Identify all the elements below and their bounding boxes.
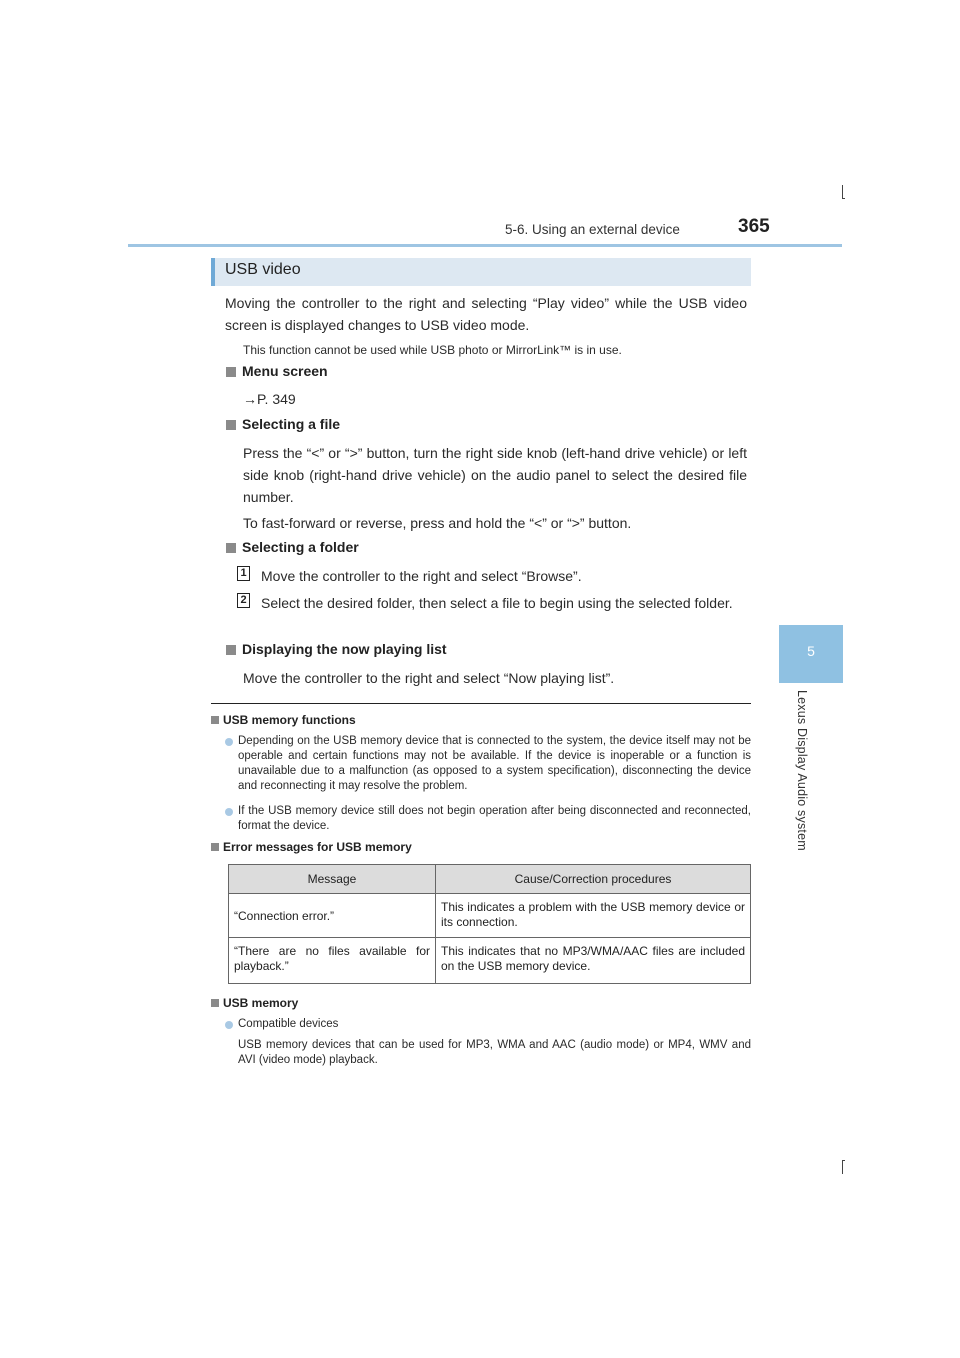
table-header-row <box>229 865 751 894</box>
chapter-tab <box>779 625 843 683</box>
intro-paragraph: Moving the controller to the right and selecting “Play video” while the USB video screen is displayed changes to USB video mode. <box>225 295 747 333</box>
error-messages-table <box>228 864 751 984</box>
round-bullet-icon <box>225 1021 233 1029</box>
usb-memory-text: USB memory devices that can be used for MP3, WMA and AAC (audio mode) or MP4, WMV and AVI (video mode) playback. <box>238 1039 751 1066</box>
selecting-file-text: Press the “<” or “>” button, turn the right side knob (left-hand drive vehicle) or left side knob (right-hand drive vehicle) on the audio panel to select the desired file number. <box>243 445 747 505</box>
section-title-bar <box>211 258 751 286</box>
intro-note: This function cannot be used while USB photo or MirrorLink™ is in use. <box>243 343 622 357</box>
step-2-badge: 2 <box>237 593 250 608</box>
round-bullet-icon <box>225 808 233 816</box>
square-bullet-icon <box>226 645 236 655</box>
header-rule <box>128 244 842 247</box>
step-1-text: Move the controller to the right and select “Browse”. <box>261 568 582 584</box>
crop-mark-bottom-tick <box>842 1160 845 1161</box>
now-playing-heading: Displaying the now playing list <box>226 641 447 657</box>
table-cell: “There are no files available for playback.” <box>229 938 436 984</box>
selecting-folder-heading: Selecting a folder <box>226 539 359 555</box>
now-playing-text: Move the controller to the right and select “Now playing list”. <box>243 670 615 686</box>
column-header: Message <box>229 865 436 894</box>
chapter-title: Lexus Display Audio system <box>795 690 809 851</box>
page-number: 365 <box>738 216 770 237</box>
table-cell: This indicates that no MP3/WMA/AAC files are included on the USB memory device. <box>436 938 751 984</box>
crop-mark-bottom <box>842 1160 843 1174</box>
fast-forward-text: To fast-forward or reverse, press and hold the “<” or “>” button. <box>243 515 632 531</box>
crop-mark-top-tick <box>842 198 845 199</box>
usb-functions-heading: USB memory functions <box>211 713 356 727</box>
square-bullet-icon <box>211 843 219 851</box>
square-bullet-icon <box>226 543 236 553</box>
column-header: Cause/Correction procedures <box>436 865 751 894</box>
section-label: 5-6. Using an external device <box>505 222 680 237</box>
round-bullet-icon <box>225 738 233 746</box>
table-row <box>229 894 751 938</box>
step-1-badge: 1 <box>237 566 250 581</box>
table-cell: “Connection error.” <box>229 894 436 938</box>
square-bullet-icon <box>226 420 236 430</box>
square-bullet-icon <box>226 367 236 377</box>
step-2-text: Select the desired folder, then select a file to begin using the selected folder. <box>261 595 733 611</box>
table-cell: This indicates a problem with the USB memory device or its connection. <box>436 894 751 938</box>
menu-screen-heading: Menu screen <box>226 363 328 379</box>
square-bullet-icon <box>211 999 219 1007</box>
note-divider <box>211 703 751 704</box>
selecting-file-heading: Selecting a file <box>226 416 340 432</box>
error-messages-heading: Error messages for USB memory <box>211 840 412 854</box>
chapter-number: 5 <box>807 643 815 659</box>
square-bullet-icon <box>211 716 219 724</box>
menu-screen-ref[interactable]: →P. 349 <box>243 391 296 407</box>
usb-memory-heading: USB memory <box>211 996 298 1010</box>
crop-mark-top <box>842 185 843 199</box>
table-row <box>229 938 751 984</box>
section-title: USB video <box>225 261 301 278</box>
